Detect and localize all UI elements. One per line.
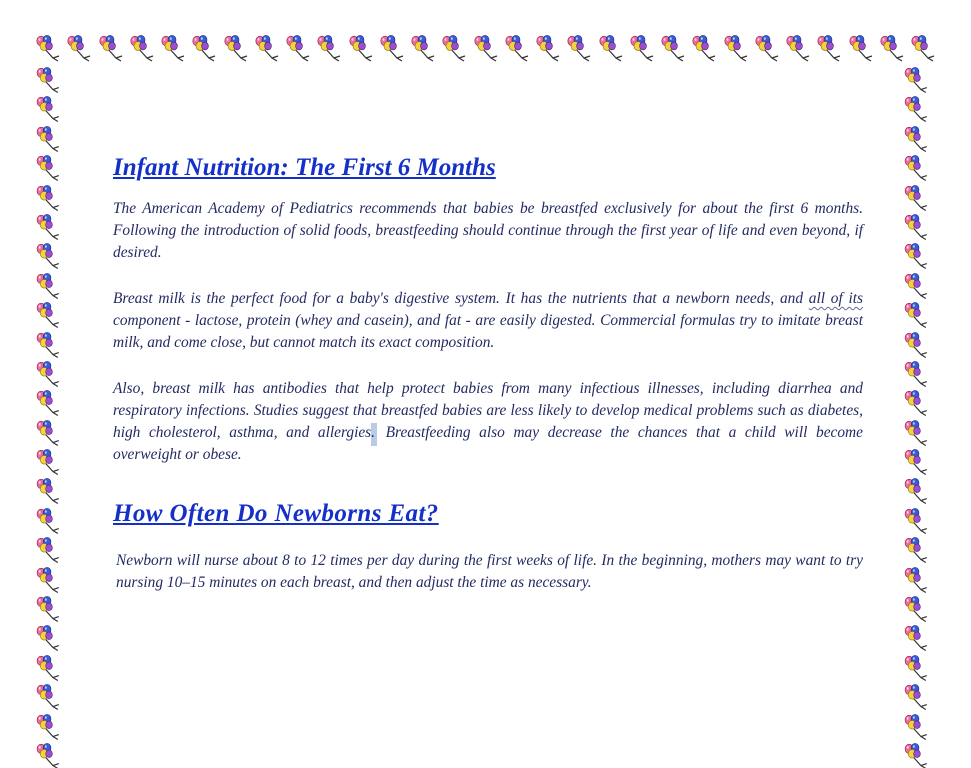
balloon-bunch-icon <box>902 242 932 271</box>
balloon-bunch-icon <box>722 34 752 64</box>
balloon-bunch-icon <box>34 624 64 653</box>
document-body[interactable] <box>113 150 863 594</box>
balloon-bunch-icon <box>503 34 533 64</box>
balloon-bunch-icon <box>784 34 814 64</box>
balloon-bunch-icon <box>34 654 64 683</box>
balloon-bunch-icon <box>34 566 64 595</box>
balloon-bunch-icon <box>34 95 64 124</box>
balloon-bunch-icon <box>565 34 595 64</box>
text-selection[interactable]: . <box>371 423 377 446</box>
balloon-bunch-icon <box>902 389 932 418</box>
balloon-bunch-icon <box>34 242 64 271</box>
balloon-bunch-icon <box>253 34 283 64</box>
balloon-bunch-icon <box>34 742 64 768</box>
page-border-left <box>34 66 66 768</box>
grammar-flagged-text[interactable]: all of its <box>808 290 863 307</box>
balloon-bunch-icon <box>847 34 877 64</box>
balloon-bunch-icon <box>690 34 720 64</box>
balloon-bunch-icon <box>878 34 908 64</box>
balloon-bunch-icon <box>902 477 932 506</box>
paragraph-aap-recommendation: The American Academy of Pediatrics recommends that babies be breastfed exclusively for about the first 6 months. Following the introduction of solid foods, breastfeeding should continue through the first year of life and even beyond, if desired. <box>113 200 863 261</box>
balloon-bunch-icon <box>902 213 932 242</box>
balloon-bunch-icon <box>902 536 932 565</box>
balloon-bunch-icon <box>34 448 64 477</box>
balloon-bunch-icon <box>902 272 932 301</box>
balloon-bunch-icon <box>902 654 932 683</box>
balloon-bunch-icon <box>902 742 932 768</box>
balloon-bunch-icon <box>902 419 932 448</box>
balloon-bunch-icon <box>902 184 932 213</box>
paragraph-text: Breastfeeding also may decrease the chances that a child will become overweight or obese. <box>113 424 863 463</box>
balloon-bunch-icon <box>315 34 345 64</box>
balloon-bunch-icon <box>34 595 64 624</box>
paragraph-text: Breast milk is the perfect food for a baby's digestive system. It has the nutrients that a newborn needs, and <box>113 290 809 307</box>
balloon-bunch-icon <box>902 683 932 712</box>
balloon-bunch-icon <box>34 301 64 330</box>
balloon-bunch-icon <box>659 34 689 64</box>
balloon-bunch-icon <box>534 34 564 64</box>
balloon-bunch-icon <box>34 419 64 448</box>
balloon-bunch-icon <box>902 360 932 389</box>
balloon-bunch-icon <box>347 34 377 64</box>
balloon-bunch-icon <box>409 34 439 64</box>
balloon-bunch-icon <box>34 713 64 742</box>
heading-how-often-newborns-eat: How Often Do Newborns Eat? <box>113 500 439 527</box>
balloon-bunch-icon <box>34 125 64 154</box>
paragraph-newborn-nursing: Newborn will nurse about 8 to 12 times per day during the first weeks of life. In the beginning, mothers may want to try nursing 10–15 minutes on each breast, and then adjust the time as necessary. <box>116 552 863 591</box>
balloon-bunch-icon <box>902 566 932 595</box>
balloon-bunch-icon <box>378 34 408 64</box>
balloon-bunch-icon <box>902 125 932 154</box>
balloon-bunch-icon <box>159 34 189 64</box>
balloon-bunch-icon <box>34 213 64 242</box>
balloon-bunch-icon <box>34 184 64 213</box>
balloon-bunch-icon <box>902 595 932 624</box>
balloon-bunch-icon <box>34 536 64 565</box>
balloon-bunch-icon <box>34 360 64 389</box>
balloon-bunch-icon <box>902 66 932 95</box>
balloon-bunch-icon <box>902 448 932 477</box>
balloon-bunch-icon <box>190 34 220 64</box>
balloon-bunch-icon <box>222 34 252 64</box>
paragraph-antibodies <box>113 378 863 466</box>
heading-infant-nutrition: Infant Nutrition: The First 6 Months <box>113 154 496 181</box>
paragraph-text: component - lactose, protein (whey and casein), and fat - are easily digested. Commercial formulas try to imitate breast milk, and come close, but cannot match its exact composition. <box>113 312 863 351</box>
balloon-bunch-icon <box>909 34 939 64</box>
balloon-bunch-icon <box>440 34 470 64</box>
paragraph-text: Also, breast milk has antibodies that help protect babies from many infectious illnesses, including diarrhea and respiratory infections. Studies suggest that breastfed babies are less likely to develop medical problems such as diabetes, high cholesterol, asthma, and allergies <box>113 380 863 441</box>
balloon-bunch-icon <box>34 34 64 64</box>
balloon-bunch-icon <box>284 34 314 64</box>
balloon-bunch-icon <box>902 624 932 653</box>
balloon-bunch-icon <box>34 389 64 418</box>
balloon-bunch-icon <box>902 713 932 742</box>
balloon-bunch-icon <box>97 34 127 64</box>
balloon-bunch-icon <box>34 683 64 712</box>
balloon-bunch-icon <box>34 331 64 360</box>
balloon-bunch-icon <box>34 507 64 536</box>
page-border-top <box>34 34 939 66</box>
balloon-bunch-icon <box>34 66 64 95</box>
balloon-bunch-icon <box>902 507 932 536</box>
page-border-right <box>902 66 934 768</box>
balloon-bunch-icon <box>815 34 845 64</box>
paragraph-breast-milk-digestion <box>113 288 863 354</box>
balloon-bunch-icon <box>65 34 95 64</box>
balloon-bunch-icon <box>128 34 158 64</box>
balloon-bunch-icon <box>597 34 627 64</box>
balloon-bunch-icon <box>628 34 658 64</box>
balloon-bunch-icon <box>902 331 932 360</box>
balloon-bunch-icon <box>902 95 932 124</box>
balloon-bunch-icon <box>753 34 783 64</box>
balloon-bunch-icon <box>34 154 64 183</box>
balloon-bunch-icon <box>34 477 64 506</box>
balloon-bunch-icon <box>472 34 502 64</box>
balloon-bunch-icon <box>902 301 932 330</box>
balloon-bunch-icon <box>902 154 932 183</box>
balloon-bunch-icon <box>34 272 64 301</box>
